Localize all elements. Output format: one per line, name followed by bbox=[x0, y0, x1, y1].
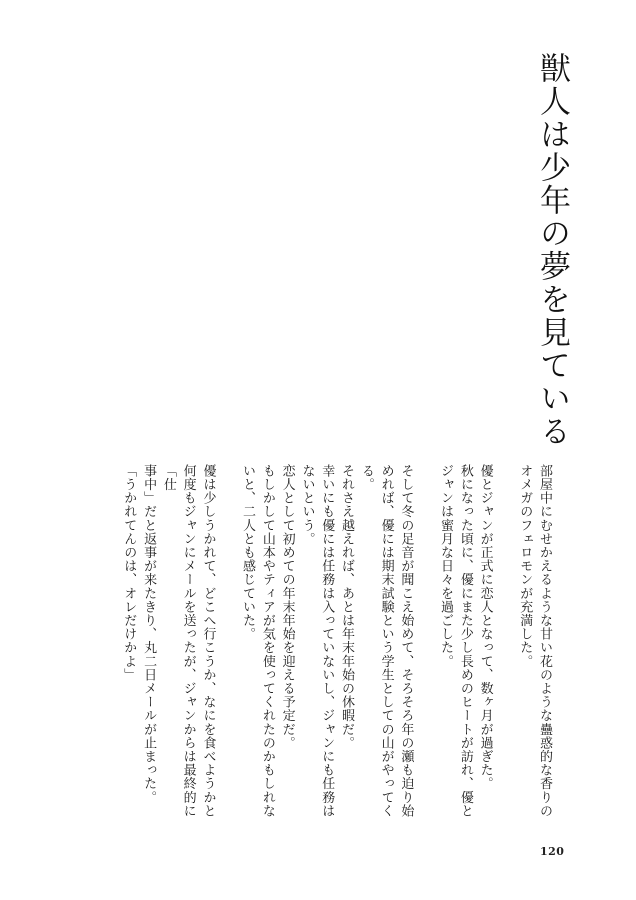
paragraph-spacer bbox=[217, 464, 237, 844]
paragraph: 恋人として初めての年末年始を迎える予定だ。 bbox=[279, 464, 295, 750]
body-text bbox=[121, 464, 554, 844]
paragraph-spacer bbox=[415, 464, 435, 844]
page-number: 120 bbox=[540, 845, 565, 858]
paragraph-spacer bbox=[495, 464, 515, 844]
paragraph: 優とジャンが正式に恋人となって、数ヶ月が過ぎた。 bbox=[477, 464, 493, 791]
paragraph: 部屋中にむせかえるような甘い花のような蠱惑的な香りの オメガのフェロモンが充満した。 bbox=[517, 464, 552, 818]
paragraph: そして冬の足音が聞こえ始めて、そろそろ年の瀬も迫り始 めれば、優には期末試験という学生としての山がやってくる。 bbox=[358, 464, 414, 818]
paragraph: もしかして山本やティアが気を使ってくれたのかもしれな いと、二人とも感じていた。 bbox=[240, 464, 275, 818]
paragraph: 秋になった頃に、優にまた少し長めのヒートが訪れ、優と ジャンは蜜月な日々を過ごした。 bbox=[438, 464, 473, 818]
paragraph: それさえ越えれば、あとは年末年始の休暇だ。 bbox=[339, 464, 355, 750]
paragraph: 「うかれてんのは、オレだけかよ」 bbox=[121, 464, 137, 682]
chapter-title: 獣人は少年の夢を見ている bbox=[534, 52, 570, 448]
paragraph: 優は少しうかれて、どこへ行こうか、なにを食べようかと 何度もジャンにメールを送ったが、ジャンからは最終的に「仕 事中」だと返事が来たきり、丸二日メールが止まった。 bbox=[141, 464, 216, 818]
paragraph: 幸いにも優には任務は入っていないし、ジャンにも任務は ないという。 bbox=[299, 464, 335, 818]
